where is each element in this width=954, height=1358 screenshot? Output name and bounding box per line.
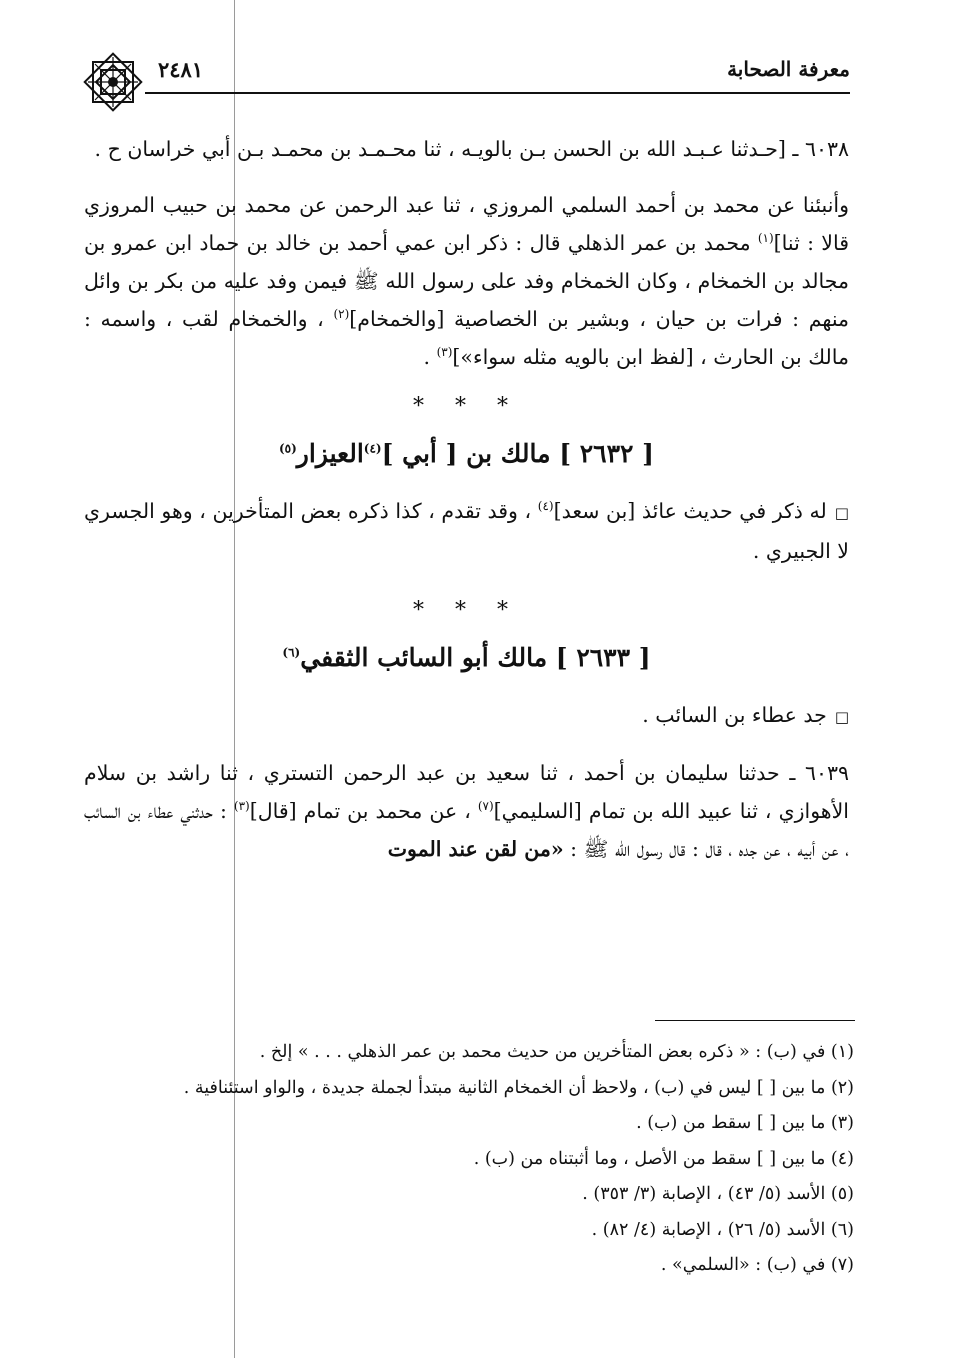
page-number: ٢٤٨١ xyxy=(158,57,204,82)
entry-body-text: ، وقد تقدم ، كذا ذكره بعض المتأخرين ، وهو الجسري لا الجبيري . xyxy=(84,499,849,563)
footnote-ref: (٢) xyxy=(333,307,350,322)
footnote-item: (٦) الأسد (٥/ ٢٦) ، الإصابة (٤/ ٨٢) . xyxy=(591,1219,854,1240)
hadith-6039-text: ، عن محمد بن تمام [قال] xyxy=(249,799,478,823)
entry-heading-text: [ ٢٦٣٣ ] مالك أبو السائب الثقفي xyxy=(300,643,651,672)
running-title: معرفة الصحابة xyxy=(727,57,850,81)
footnote-ref: (١) xyxy=(757,231,774,246)
footnote-item: (١) في (ب) : « ذكره بعض المتأخرين من حديث محمد بن عمر الذهلي . . . » إلخ . xyxy=(259,1042,854,1062)
footnote-ref: (٤) xyxy=(363,441,382,456)
hadith-6039-text: : حدثني عطاء بن السائب ، عن أبيه ، عن جده ، قال : قال رسول الله ﷺ : xyxy=(84,799,849,861)
page-header xyxy=(80,55,850,100)
octagram-ornament-icon xyxy=(80,49,146,115)
square-bullet-icon: □ xyxy=(834,504,849,522)
footnote-ref: (٣) xyxy=(233,799,250,814)
hadith-6038-text: ٦٠٣٨ ـ [حـدثنا عـبـد الله بن الحسن بـن بالويـه ، ثنا محـمـد بن محمـد بـن أبي خراسان ح . xyxy=(94,137,849,161)
hadith-6039 xyxy=(84,754,849,868)
entry-heading-2632 xyxy=(84,432,849,476)
footnote-item: (٤) ما بين [ ] سقط من الأصل ، وما أثبتناه من (ب) . xyxy=(473,1148,854,1169)
footnote-ref: (٥) xyxy=(278,441,297,456)
entry-2633-body xyxy=(84,696,849,736)
footnote-item: (٧) في (ب) : «السلمي» . xyxy=(660,1255,854,1275)
entry-heading-text: [ ٢٦٣٢ ] مالك بن [ أبي ] xyxy=(381,439,655,468)
footnote-item: (٥) الأسد (٥/ ٤٣) ، الإصابة (٣/ ٣٥٣) . xyxy=(582,1184,854,1204)
isnad-text-c: ، والخمخام لقب ، واسمه : مالك بن الحارث ، [لفظ ابن بالويه مثله سواء»] xyxy=(84,307,849,369)
square-bullet-icon: □ xyxy=(834,708,849,726)
isnad-text-b: محمد بن عمر الذهلي قال : ذكر ابن عمي أحمد بن خالد بن حماد ابن عمرو بن مجالد بن الخمخام ، وكان الخمخام وفد على رسول الله ﷺ فيمن وفد عليه من بكر بن وائل منهم : فرات بن حيان ، وبشير بن الخصاصية [والخمخام] xyxy=(84,231,849,331)
entry-heading-2633 xyxy=(84,636,849,680)
footnote-item: (٣) ما بين [ ] سقط من (ب) . xyxy=(636,1113,854,1133)
header-rule xyxy=(145,92,850,94)
isnad-paragraph xyxy=(84,186,849,376)
isnad-text-d: . xyxy=(423,345,437,369)
footnote-ref: (٦) xyxy=(282,645,301,660)
hadith-quote-bold: «من لقن عند الموت xyxy=(387,837,564,861)
entry-heading-text: العيزار xyxy=(296,439,364,468)
section-separator: * * * xyxy=(413,394,520,419)
footnote-rule xyxy=(655,1020,855,1021)
entry-body-text: له ذكر في حديث عائذ [بن سعد] xyxy=(553,499,827,523)
footnote-item: (٢) ما بين [ ] ليس في (ب) ، ولاحظ أن الخمخام الثانية مبتدأ لجملة جديدة ، والواو استئنافية . xyxy=(183,1077,854,1098)
footnotes xyxy=(74,1035,854,1284)
footnote-ref: (٧) xyxy=(477,799,494,814)
section-separator: * * * xyxy=(413,598,520,623)
hadith-6039-text: ٦٠٣٩ ـ حدثنا سليمان بن أحمد ، ثنا سعيد بن عبد الرحمن التستري ، ثنا راشد بن سلام الأهوازي ، ثنا عبيد الله بن تمام [السليمي] xyxy=(84,761,849,823)
footnote-ref: (٣) xyxy=(436,345,453,360)
hadith-6038 xyxy=(84,130,849,168)
isnad-text-a: وأنبئنا عن محمد بن أحمد السلمي المروزي ، ثنا عبد الرحمن عن محمد بن حبيب المروزي قالا : ثنا] xyxy=(84,193,849,255)
main-text xyxy=(84,130,849,868)
footnote-ref: (٤) xyxy=(537,499,554,514)
entry-body-text: جد عطاء بن السائب . xyxy=(642,703,827,727)
entry-2632-body xyxy=(84,492,849,570)
